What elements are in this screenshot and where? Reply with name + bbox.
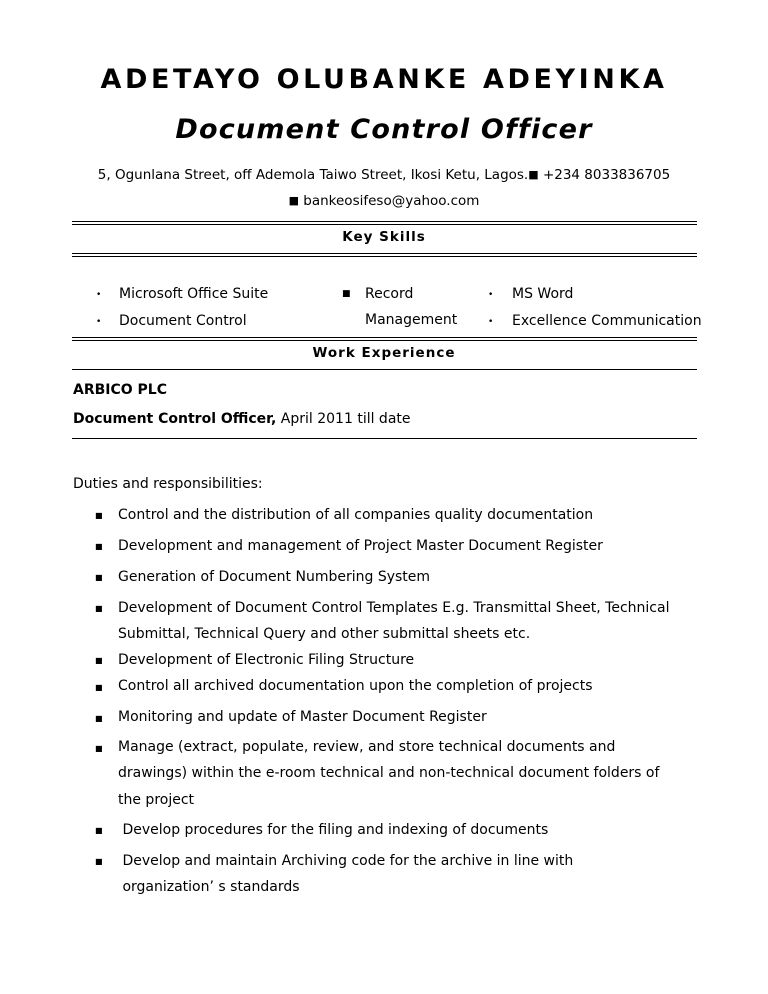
duty-item: Control and the distribution of all companies quality documentation: [118, 507, 594, 523]
address: 5, Ogunlana Street, off Ademola Taiwo Street, Ikosi Ketu, Lagos.: [97, 167, 529, 183]
divider: [72, 253, 697, 257]
skill-item: Microsoft Office Suite: [119, 286, 269, 302]
duty-item: Development of Document Control Templates E.g. Transmittal Sheet, Technical: [118, 600, 670, 616]
square-bullet-icon: ■: [95, 511, 103, 520]
position-line: [73, 411, 411, 427]
duty-item-continued: drawings) within the e-room technical and non-technical document folders of: [118, 765, 660, 781]
skill-item: Document Control: [119, 313, 247, 329]
bullet-icon: •: [96, 317, 102, 327]
duty-item: Develop and maintain Archiving code for the archive in line with: [118, 853, 574, 869]
duty-item: Develop procedures for the filing and indexing of documents: [118, 822, 549, 838]
duty-item-continued: Submittal, Technical Query and other submittal sheets etc.: [118, 626, 531, 642]
position-period: April 2011 till date: [280, 411, 411, 427]
duties-heading: Duties and responsibilities:: [73, 476, 263, 492]
square-bullet-icon: ■: [95, 826, 103, 835]
job-title: Document Control Officer: [175, 114, 593, 145]
duty-item: Manage (extract, populate, review, and store technical documents and: [118, 739, 616, 755]
square-bullet-icon: ■: [288, 194, 299, 207]
duty-item: Monitoring and update of Master Document Register: [118, 709, 487, 725]
phone: +234 8033836705: [542, 167, 671, 183]
square-bullet-icon: ■: [95, 744, 103, 753]
square-bullet-icon: ■: [342, 289, 351, 299]
skill-item: MS Word: [512, 286, 574, 302]
email-line: [0, 193, 768, 209]
company-name: ARBICO PLC: [73, 382, 168, 398]
duty-item: Development and management of Project Master Document Register: [118, 538, 603, 554]
candidate-name: ADETAYO OLUBANKE ADEYINKA: [100, 64, 668, 95]
square-bullet-icon: ■: [528, 168, 539, 181]
duty-item: Control all archived documentation upon the completion of projects: [118, 678, 593, 694]
key-skills-heading: Key Skills: [342, 229, 426, 245]
divider: [72, 221, 697, 225]
bullet-icon: •: [488, 290, 494, 300]
square-bullet-icon: ■: [95, 683, 103, 692]
skill-item: Management: [365, 312, 458, 328]
bullet-icon: •: [488, 317, 494, 327]
divider: [72, 337, 697, 341]
skill-item: Record: [365, 286, 414, 302]
duty-item-continued: organization’ s standards: [118, 879, 300, 895]
square-bullet-icon: ■: [95, 656, 103, 665]
square-bullet-icon: ■: [95, 604, 103, 613]
square-bullet-icon: ■: [95, 542, 103, 551]
square-bullet-icon: ■: [95, 573, 103, 582]
bullet-icon: •: [96, 290, 102, 300]
duty-item-continued: the project: [118, 792, 195, 808]
position-title: Document Control Officer,: [73, 411, 277, 427]
duty-item: Development of Electronic Filing Structure: [118, 652, 415, 668]
divider: [72, 369, 697, 370]
square-bullet-icon: ■: [95, 857, 103, 866]
divider: [72, 438, 697, 439]
work-experience-heading: Work Experience: [312, 345, 456, 361]
contact-line: [0, 167, 768, 183]
duty-item: Generation of Document Numbering System: [118, 569, 431, 585]
email: bankeosifeso@yahoo.com: [303, 193, 480, 209]
square-bullet-icon: ■: [95, 714, 103, 723]
skill-item: Excellence Communication: [512, 313, 702, 329]
